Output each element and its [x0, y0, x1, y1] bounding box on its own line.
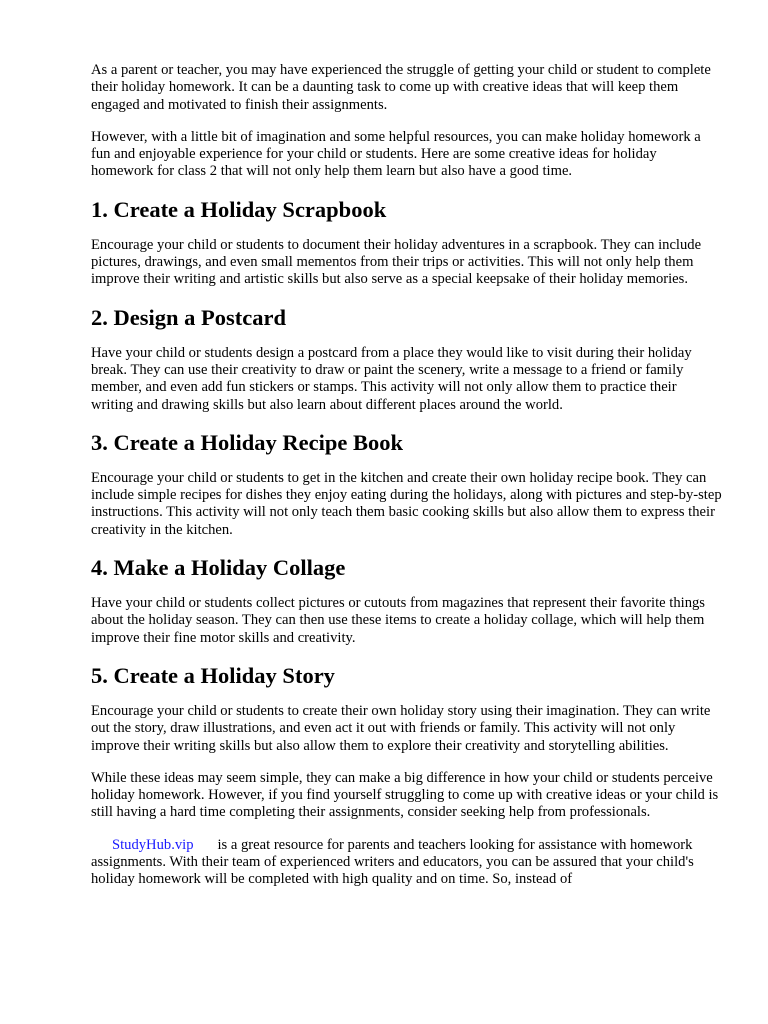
section-heading-postcard: 2. Design a Postcard [91, 304, 286, 330]
section-body-story: Encourage your child or students to create their own holiday story using their imagination. They can write out the story, draw illustrations, and even act it out with friends or family. This activity will not only improve their writing skills but also allow them to explore their creativity and storytelling abilities. [91, 702, 711, 754]
section-heading-scrapbook: 1. Create a Holiday Scrapbook [91, 196, 387, 222]
closing-paragraph-2-text: is a great resource for parents and teachers looking for assistance with homework assignments. With their team of experienced writers and educators, you can be assured that your child's holiday homework will be completed with high quality and on time. So, instead of [91, 836, 694, 888]
studyhub-link[interactable]: StudyHub.vip [112, 836, 194, 853]
section-body-recipe-book: Encourage your child or students to get in the kitchen and create their own holiday recipe book. They can include simple recipes for dishes they enjoy eating during the holidays, along with pictures and step-by-step instructions. This activity will not only teach them basic cooking skills but also allow them to express their creativity in the kitchen. [91, 469, 722, 538]
section-heading-story: 5. Create a Holiday Story [91, 662, 335, 688]
section-heading-recipe-book: 3. Create a Holiday Recipe Book [91, 429, 404, 455]
section-body-collage: Have your child or students collect pictures or cutouts from magazines that represent their favorite things about the holiday season. They can then use these items to create a holiday collage, which will help them improve their fine motor skills and creativity. [91, 595, 705, 646]
section-body-scrapbook: Encourage your child or students to document their holiday adventures in a scrapbook. They can include pictures, drawings, and even small mementos from their trips or activities. This will not only help them improve their writing and artistic skills but also serve as a special keepsake of their holiday memories. [91, 236, 702, 288]
section-body-postcard: Have your child or students design a postcard from a place they would like to visit during their holiday break. They can use their creativity to draw or paint the scenery, write a message to a friend or family member, and even add fun stickers or stamps. This activity will not only allow them to practice their writing and drawing skills but also learn about different places around the world. [91, 344, 692, 413]
closing-paragraph-2 [91, 837, 722, 889]
section-heading-collage: 4. Make a Holiday Collage [91, 555, 346, 581]
closing-paragraph-1: While these ideas may seem simple, they can make a big difference in how your child or students perceive holiday homework. However, if you find yourself struggling to come up with creative ideas or your child is still having a hard time completing their assignments, consider seeking help from professionals. [91, 769, 719, 821]
intro-paragraph-2: However, with a little bit of imagination and some helpful resources, you can make holiday homework a fun and enjoyable experience for your child or students. Here are some creative ideas for holiday homework for class 2 that will not only help them learn but also have a good time. [91, 128, 701, 180]
intro-paragraph-1: As a parent or teacher, you may have experienced the struggle of getting your child or student to complete their holiday homework. It can be a daunting task to come up with creative ideas that will keep them engaged and motivated to finish their assignments. [91, 62, 711, 113]
